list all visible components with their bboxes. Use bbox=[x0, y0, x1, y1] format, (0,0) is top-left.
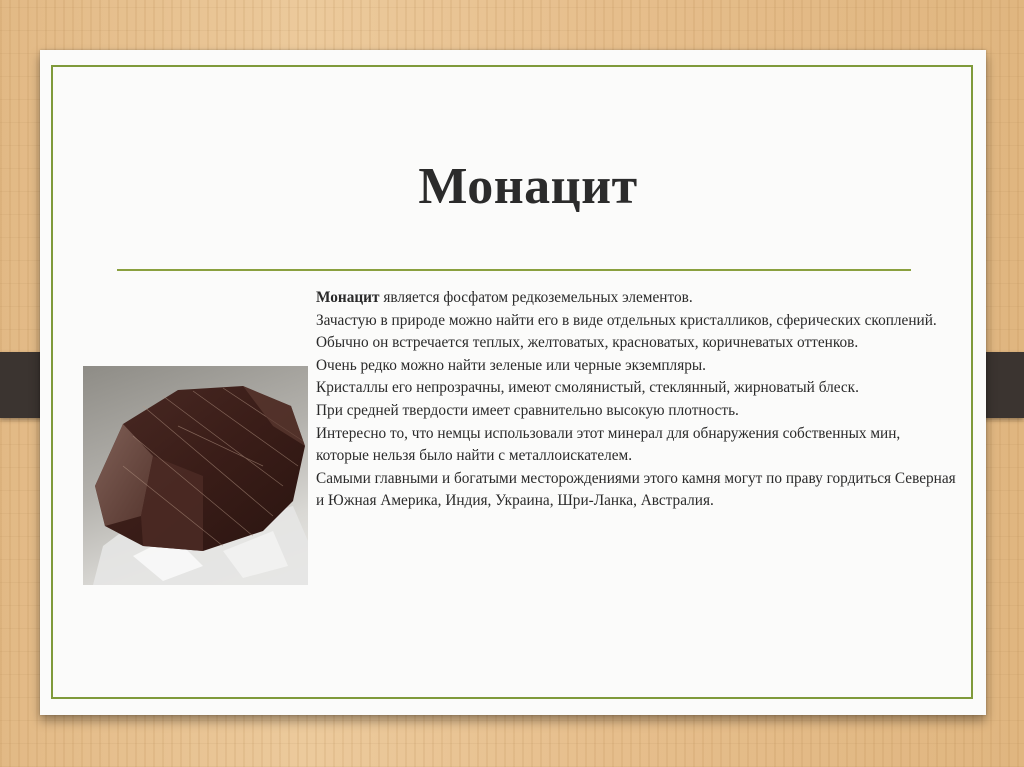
description-text bbox=[316, 287, 956, 513]
slide-title: Монацит bbox=[418, 158, 638, 215]
paragraph: Самыми главными и богатыми месторождениями этого камня могут по праву гордиться Северная и Южная Америка, Индия, Украина, Шри-Ланка, Австралия. bbox=[316, 469, 956, 510]
paragraph: Интересно то, что немцы использовали этот минерал для обнаружения собственных мин, которые нельзя было найти с металлоискателем. bbox=[316, 424, 901, 465]
paragraph bbox=[316, 287, 956, 310]
paragraph: Кристаллы его непрозрачны, имеют смолянистый, стеклянный, жирноватый блеск. bbox=[316, 379, 859, 397]
bold-term: Монацит bbox=[316, 289, 380, 306]
paragraph: Зачастую в природе можно найти его в виде отдельных кристалликов, сферических скоплений. bbox=[316, 311, 937, 329]
slide bbox=[40, 50, 986, 715]
paragraph-text: является фосфатом редкоземельных элементов. bbox=[379, 289, 693, 306]
paragraph: При средней твердости имеет сравнительно высокую плотность. bbox=[316, 401, 739, 419]
title-divider bbox=[117, 269, 911, 271]
paragraph: Обычно он встречается теплых, желтоватых, красноватых, коричневатых оттенков. bbox=[316, 334, 859, 352]
monazite-photo bbox=[83, 366, 308, 585]
paragraph: Очень редко можно найти зеленые или черные экземпляры. bbox=[316, 356, 706, 374]
